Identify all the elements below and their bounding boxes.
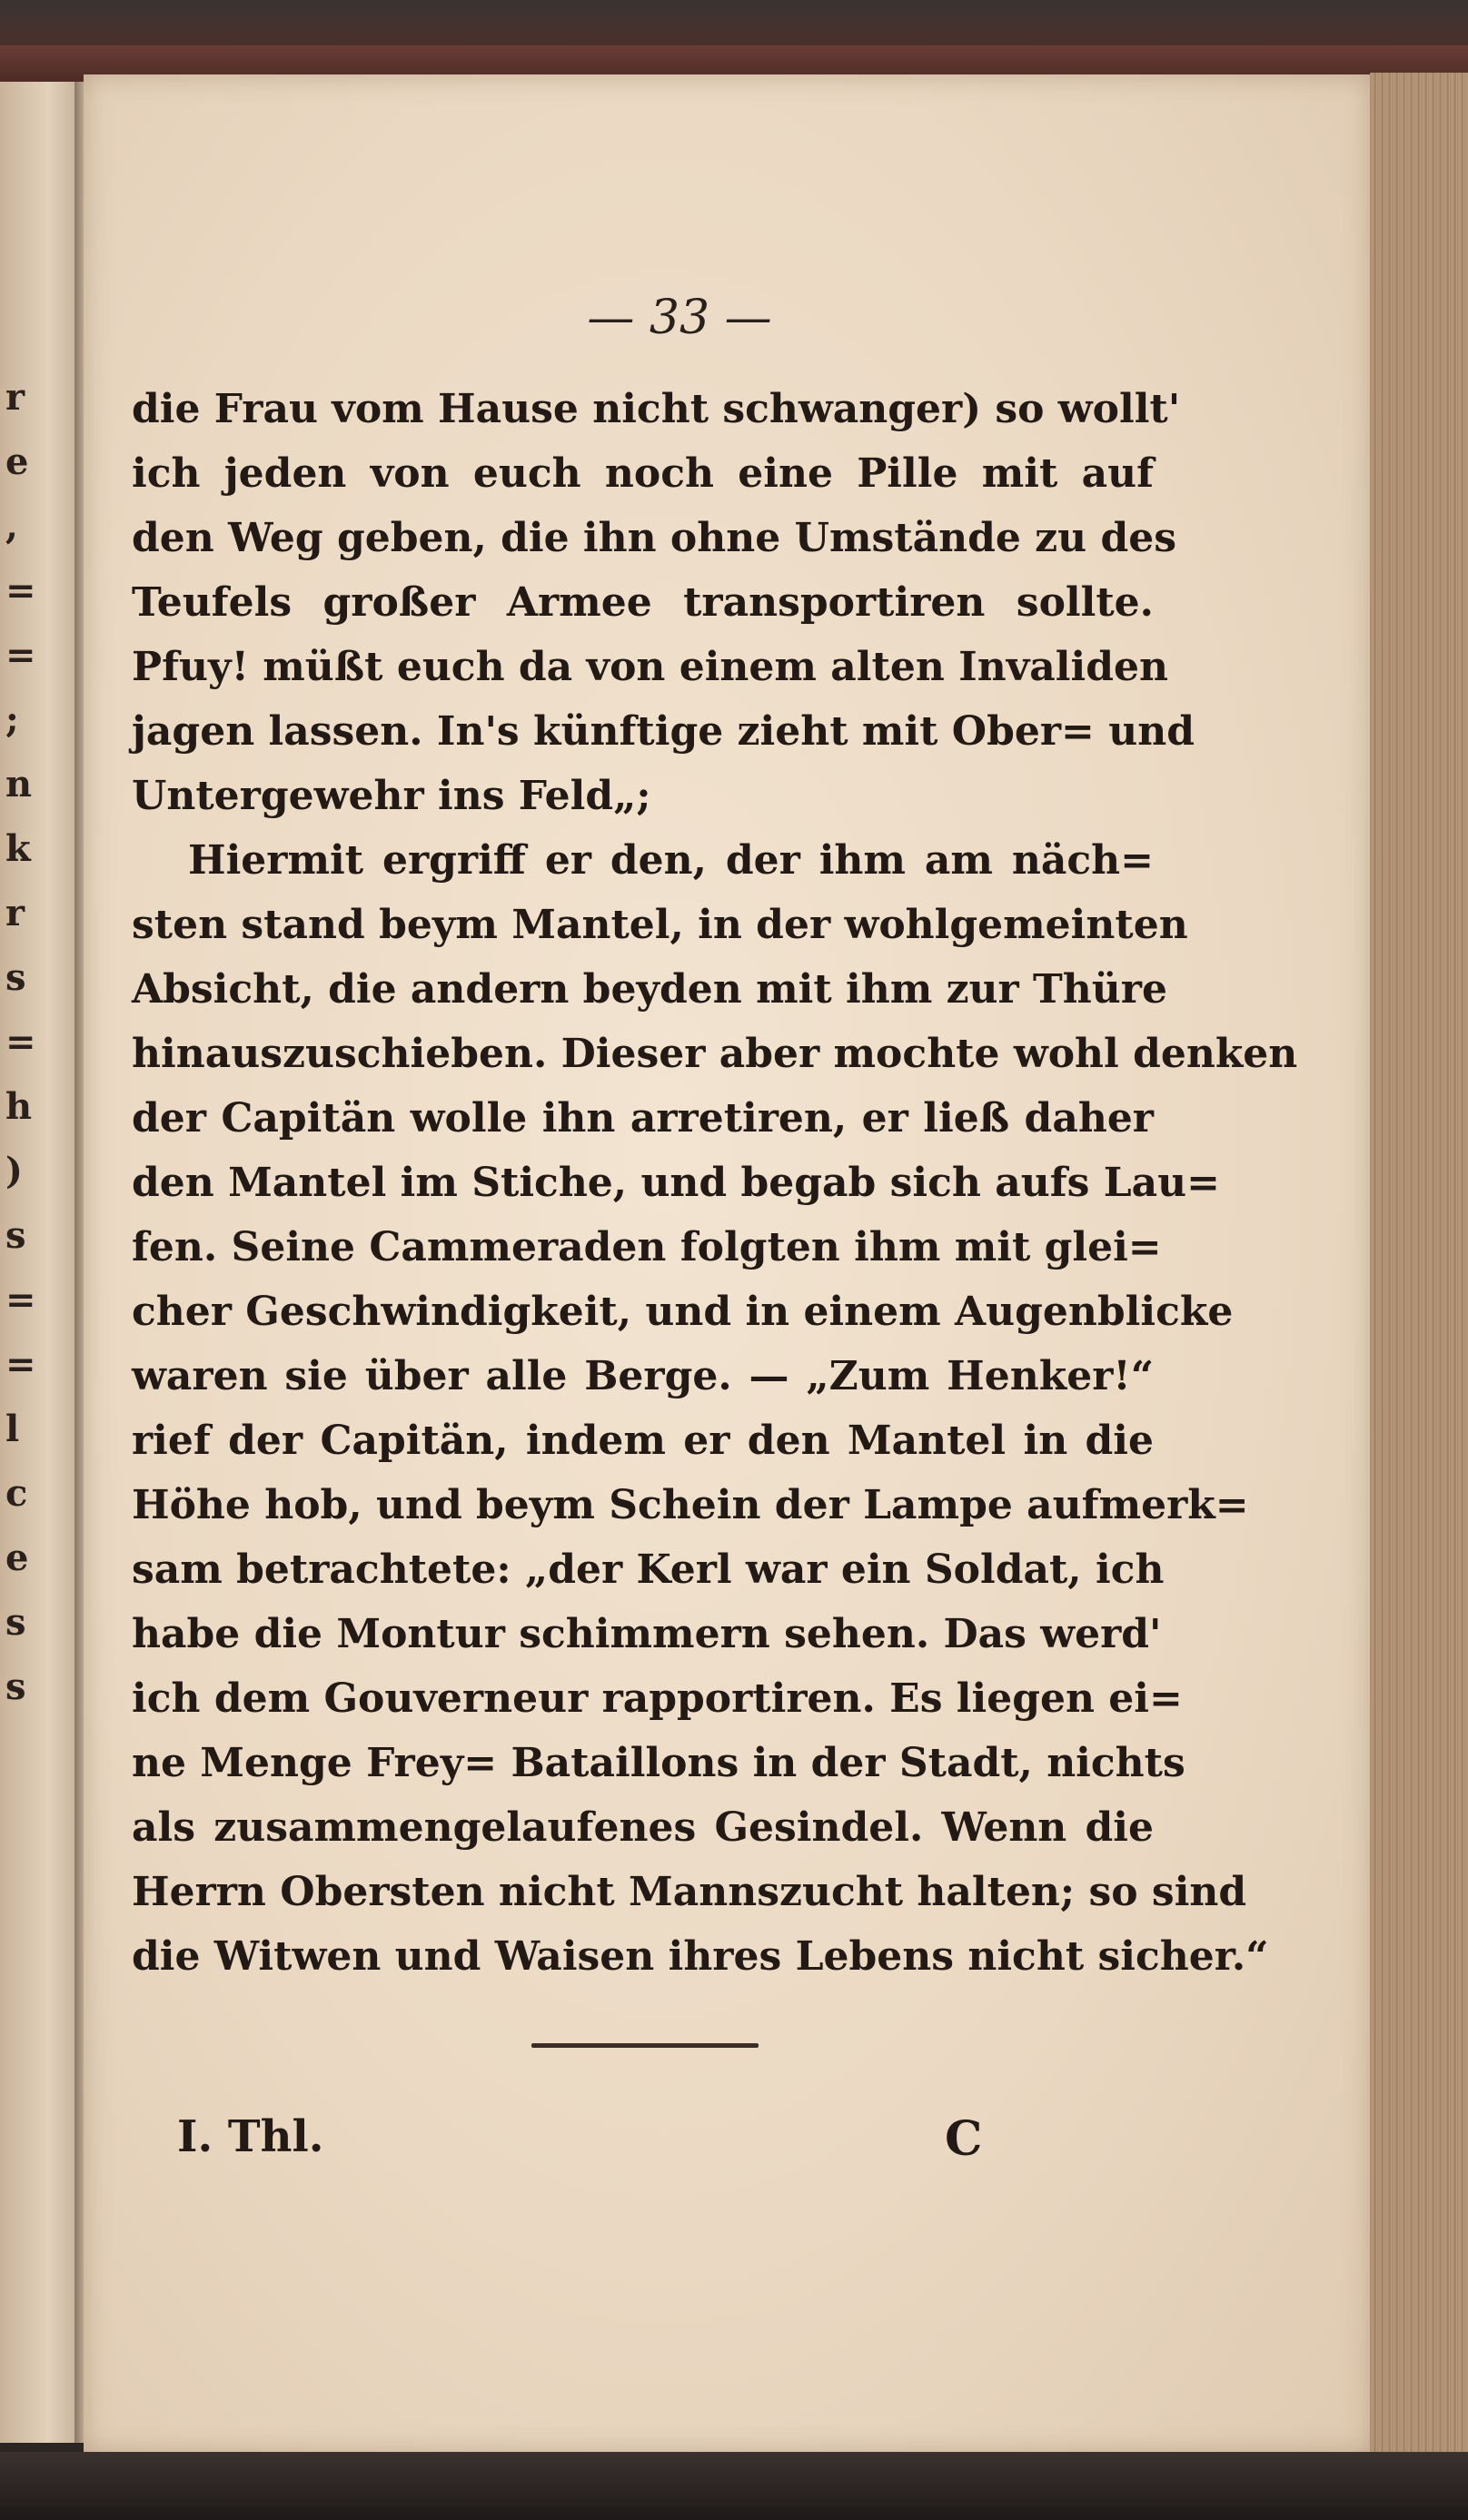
text-line: den Weg geben, die ihn ohne Umstände zu des <box>132 515 1176 561</box>
footer-rule <box>531 2043 759 2048</box>
page-number: — 33 — <box>587 291 772 345</box>
text-line: fen. Seine Cammeraden folgten ihm mit glei= <box>132 1224 1162 1270</box>
text-line: Höhe hob, und beym Schein der Lampe aufmerk= <box>132 1482 1249 1528</box>
gathering-signature: C <box>945 2111 983 2167</box>
text-line: der Capitän wolle ihn arretiren, er ließ daher <box>132 1095 1154 1141</box>
margin-fragment: l <box>5 1408 20 1450</box>
text-line: ich dem Gouverneur rapportiren. Es liegen ei= <box>132 1675 1183 1722</box>
text-line: als zusammengelaufenes Gesindel. Wenn die <box>132 1804 1154 1851</box>
margin-fragment: s <box>5 1214 26 1257</box>
margin-fragment: e <box>5 1537 29 1579</box>
margin-fragment: ; <box>5 698 19 741</box>
margin-fragment: s <box>5 1665 26 1708</box>
text-line: jagen lassen. In's künftige zieht mit Ober= und <box>132 708 1195 755</box>
page-stack-edge <box>1370 73 1468 2456</box>
text-line: den Mantel im Stiche, und begab sich aufs Lau= <box>132 1160 1221 1206</box>
text-line: cher Geschwindigkeit, und in einem Augenblicke <box>132 1289 1234 1335</box>
text-line: sten stand beym Mantel, in der wohlgemeinten <box>132 902 1188 948</box>
margin-fragment: , <box>5 505 18 548</box>
margin-fragment: n <box>5 763 33 805</box>
text-line: sam betrachtete: „der Kerl war ein Soldat, ich <box>132 1547 1165 1593</box>
margin-fragment: e <box>5 440 29 483</box>
margin-fragment: = <box>5 1279 36 1321</box>
text-line: die Witwen und Waisen ihres Lebens nicht sicher.“ <box>132 1933 1269 1980</box>
margin-fragment: s <box>5 956 26 999</box>
text-line: Pfuy! müßt euch da von einem alten Invaliden <box>132 644 1168 690</box>
text-line: Untergewehr ins Feld„; <box>132 773 651 819</box>
margin-fragment: k <box>5 827 31 870</box>
margin-fragment: ) <box>5 1150 23 1192</box>
facing-page <box>0 82 80 2443</box>
margin-fragment: h <box>5 1085 33 1128</box>
text-line: ne Menge Frey= Bataillons in der Stadt, nichts <box>132 1740 1185 1786</box>
margin-fragment: r <box>5 376 25 419</box>
binding-bottom <box>0 2452 1468 2520</box>
text-line: Hiermit ergriff er den, der ihm am näch= <box>188 837 1154 884</box>
text-line: Herrn Obersten nicht Mannszucht halten; so sind <box>132 1869 1247 1915</box>
text-line: Teufels großer Armee transportiren sollte. <box>132 579 1154 626</box>
margin-fragment: c <box>5 1472 28 1515</box>
text-line: habe die Montur schimmern sehen. Das werd' <box>132 1611 1162 1657</box>
margin-fragment: s <box>5 1601 26 1644</box>
margin-fragment: = <box>5 569 36 612</box>
margin-fragment: = <box>5 634 36 677</box>
margin-fragment: = <box>5 1021 36 1063</box>
body-text <box>132 377 1298 1989</box>
text-line: die Frau vom Hause nicht schwanger) so wollt' <box>132 386 1181 432</box>
text-line: waren sie über alle Berge. — „Zum Henker!“ <box>132 1353 1154 1399</box>
margin-fragment: r <box>5 892 25 934</box>
margin-fragment: = <box>5 1343 36 1386</box>
text-line: Absicht, die andern beyden mit ihm zur Thüre <box>132 966 1167 1013</box>
text-line: ich jeden von euch noch eine Pille mit auf <box>132 450 1154 497</box>
text-line: hinauszuschieben. Dieser aber mochte wohl denken <box>132 1031 1298 1077</box>
signature-mark: I. Thl. <box>177 2111 324 2162</box>
text-line: rief der Capitän, indem er den Mantel in die <box>132 1418 1154 1464</box>
